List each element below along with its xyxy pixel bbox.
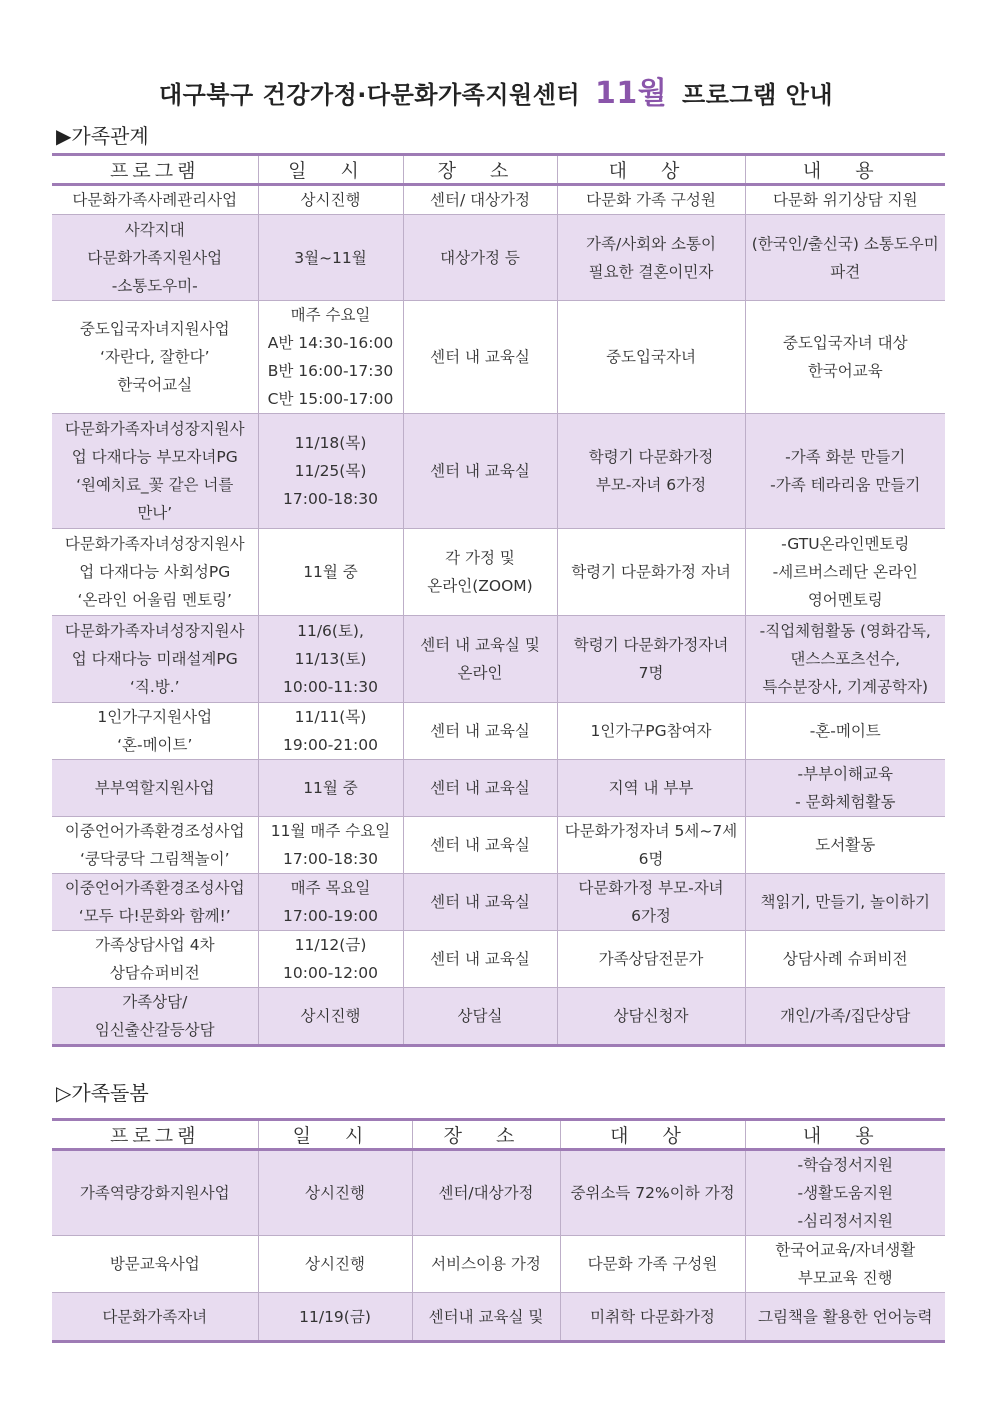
cell-place: 센터 내 교육실	[403, 817, 557, 874]
cell-program: 부부역할지원사업	[52, 760, 258, 817]
cell-content: -학습정서지원 -생활도움지원 -심리정서지원	[745, 1150, 945, 1236]
cell-target: 상담신청자	[557, 988, 745, 1046]
table-row	[52, 301, 945, 414]
col-target: 대 상	[557, 155, 745, 185]
table-row	[52, 215, 945, 301]
cell-target: 지역 내 부부	[557, 760, 745, 817]
section-family-relations: ▶가족관계	[56, 124, 149, 148]
cell-program: 다문화가족자녀	[52, 1293, 258, 1342]
table-row	[52, 703, 945, 760]
cell-program: 가족상담/ 임신출산갈등상담	[52, 988, 258, 1046]
table-row	[52, 1293, 945, 1342]
cell-target: 미취학 다문화가정	[560, 1293, 745, 1342]
cell-place: 서비스이용 가정	[412, 1236, 560, 1293]
cell-target: 중도입국자녀	[557, 301, 745, 414]
cell-content: -혼-메이트	[745, 703, 945, 760]
title-suffix: 프로그램 안내	[682, 81, 834, 109]
cell-target: 중위소득 72%이하 가정	[560, 1150, 745, 1236]
cell-place: 센터 내 교육실 및 온라인	[403, 616, 557, 703]
col-place: 장 소	[403, 155, 557, 185]
cell-place: 센터 내 교육실	[403, 874, 557, 931]
table-row	[52, 760, 945, 817]
table-row	[52, 817, 945, 874]
cell-content: 책읽기, 만들기, 놀이하기	[745, 874, 945, 931]
col-content: 내 용	[745, 155, 945, 185]
col-place: 장 소	[412, 1120, 560, 1150]
cell-datetime: 11월 중	[258, 760, 403, 817]
cell-place: 센터/대상가정	[412, 1150, 560, 1236]
cell-content: 그림책을 활용한 언어능력	[745, 1293, 945, 1342]
family-care-table	[52, 1118, 945, 1343]
cell-target: 학령기 다문화가정 자녀	[557, 529, 745, 616]
cell-datetime: 3월~11월	[258, 215, 403, 301]
col-program: 프로그램	[52, 155, 258, 185]
table-row	[52, 414, 945, 529]
cell-datetime: 상시진행	[258, 988, 403, 1046]
table-row	[52, 988, 945, 1046]
cell-place: 센터 내 교육실	[403, 414, 557, 529]
cell-target: 다문화 가족 구성원	[560, 1236, 745, 1293]
cell-datetime: 11월 중	[258, 529, 403, 616]
cell-datetime: 11/11(목) 19:00-21:00	[258, 703, 403, 760]
cell-place: 상담실	[403, 988, 557, 1046]
cell-content: 다문화 위기상담 지원	[745, 185, 945, 215]
col-content: 내 용	[745, 1120, 945, 1150]
cell-datetime: 11/6(토), 11/13(토) 10:00-11:30	[258, 616, 403, 703]
cell-program: 다문화가족자녀성장지원사 업 다재다능 부모자녀PG ‘원예치료_꽃 같은 너를 만나’	[52, 414, 258, 529]
table-header-row	[52, 155, 945, 185]
col-datetime: 일 시	[258, 1120, 412, 1150]
cell-program: 다문화가족자녀성장지원사 업 다재다능 미래설계PG ‘직.방.’	[52, 616, 258, 703]
cell-datetime: 매주 수요일 A반 14:30-16:00 B반 16:00-17:30 C반 15:00-17:00	[258, 301, 403, 414]
cell-place: 센터 내 교육실	[403, 703, 557, 760]
cell-target: 가족/사회와 소통이 필요한 결혼이민자	[557, 215, 745, 301]
cell-content: 한국어교육/자녀생활 부모교육 진행	[745, 1236, 945, 1293]
cell-datetime: 11/19(금)	[258, 1293, 412, 1342]
cell-place: 대상가정 등	[403, 215, 557, 301]
cell-content: -GTU온라인멘토링 -세르버스레단 온라인 영어멘토링	[745, 529, 945, 616]
cell-target: 다문화가정 부모-자녀 6가정	[557, 874, 745, 931]
cell-datetime: 상시진행	[258, 1150, 412, 1236]
cell-program: 이중언어가족환경조성사업 ‘모두 다!문화와 함께!’	[52, 874, 258, 931]
cell-content: -부부이해교육 - 문화체험활동	[745, 760, 945, 817]
cell-content: (한국인/출신국) 소통도우미 파견	[745, 215, 945, 301]
cell-place: 센터 내 교육실	[403, 931, 557, 988]
col-program: 프로그램	[52, 1120, 258, 1150]
title-prefix: 대구북구 건강가정·다문화가족지원센터	[158, 81, 581, 109]
table-row	[52, 529, 945, 616]
table-row	[52, 1236, 945, 1293]
table-row	[52, 874, 945, 931]
cell-place: 센터/ 대상가정	[403, 185, 557, 215]
cell-content: -직업체험활동 (영화감독, 댄스스포츠선수, 특수분장사, 기계공학자)	[745, 616, 945, 703]
cell-program: 방문교육사업	[52, 1236, 258, 1293]
cell-content: 중도입국자녀 대상 한국어교육	[745, 301, 945, 414]
cell-target: 가족상담전문가	[557, 931, 745, 988]
family-relations-table	[52, 153, 945, 1047]
table-row	[52, 931, 945, 988]
table-row	[52, 616, 945, 703]
table-header-row	[52, 1120, 945, 1150]
cell-datetime: 11/18(목) 11/25(목) 17:00-18:30	[258, 414, 403, 529]
cell-place: 각 가정 및 온라인(ZOOM)	[403, 529, 557, 616]
cell-program: 이중언어가족환경조성사업 ‘쿵닥쿵닥 그림책놀이’	[52, 817, 258, 874]
cell-program: 가족역량강화지원사업	[52, 1150, 258, 1236]
cell-place: 센터 내 교육실	[403, 301, 557, 414]
cell-place: 센터내 교육실 및	[412, 1293, 560, 1342]
cell-content: 도서활동	[745, 817, 945, 874]
cell-program: 중도입국자녀지원사업 ‘자란다, 잘한다’ 한국어교실	[52, 301, 258, 414]
cell-target: 1인가구PG참여자	[557, 703, 745, 760]
section-family-care: ▷가족돌봄	[56, 1081, 149, 1105]
cell-target: 학령기 다문화가정자녀 7명	[557, 616, 745, 703]
cell-content: 개인/가족/집단상담	[745, 988, 945, 1046]
cell-target: 다문화가정자녀 5세~7세 6명	[557, 817, 745, 874]
cell-datetime: 상시진행	[258, 185, 403, 215]
cell-content: -가족 화분 만들기 -가족 테라리움 만들기	[745, 414, 945, 529]
cell-content: 상담사례 슈퍼비전	[745, 931, 945, 988]
title-month: 11월	[594, 76, 668, 111]
cell-place: 센터 내 교육실	[403, 760, 557, 817]
cell-datetime: 매주 목요일 17:00-19:00	[258, 874, 403, 931]
cell-program: 다문화가족사례관리사업	[52, 185, 258, 215]
table-row	[52, 1150, 945, 1236]
col-datetime: 일 시	[258, 155, 403, 185]
col-target: 대 상	[560, 1120, 745, 1150]
cell-datetime: 상시진행	[258, 1236, 412, 1293]
cell-program: 1인가구지원사업 ‘혼-메이트’	[52, 703, 258, 760]
cell-datetime: 11월 매주 수요일 17:00-18:30	[258, 817, 403, 874]
cell-target: 학령기 다문화가정 부모-자녀 6가정	[557, 414, 745, 529]
page-title	[0, 68, 992, 112]
cell-datetime: 11/12(금) 10:00-12:00	[258, 931, 403, 988]
table-row	[52, 185, 945, 215]
cell-target: 다문화 가족 구성원	[557, 185, 745, 215]
cell-program: 다문화가족자녀성장지원사 업 다재다능 사회성PG ‘온라인 어울림 멘토링’	[52, 529, 258, 616]
cell-program: 가족상담사업 4차 상담슈퍼비전	[52, 931, 258, 988]
cell-program: 사각지대 다문화가족지원사업 -소통도우미-	[52, 215, 258, 301]
